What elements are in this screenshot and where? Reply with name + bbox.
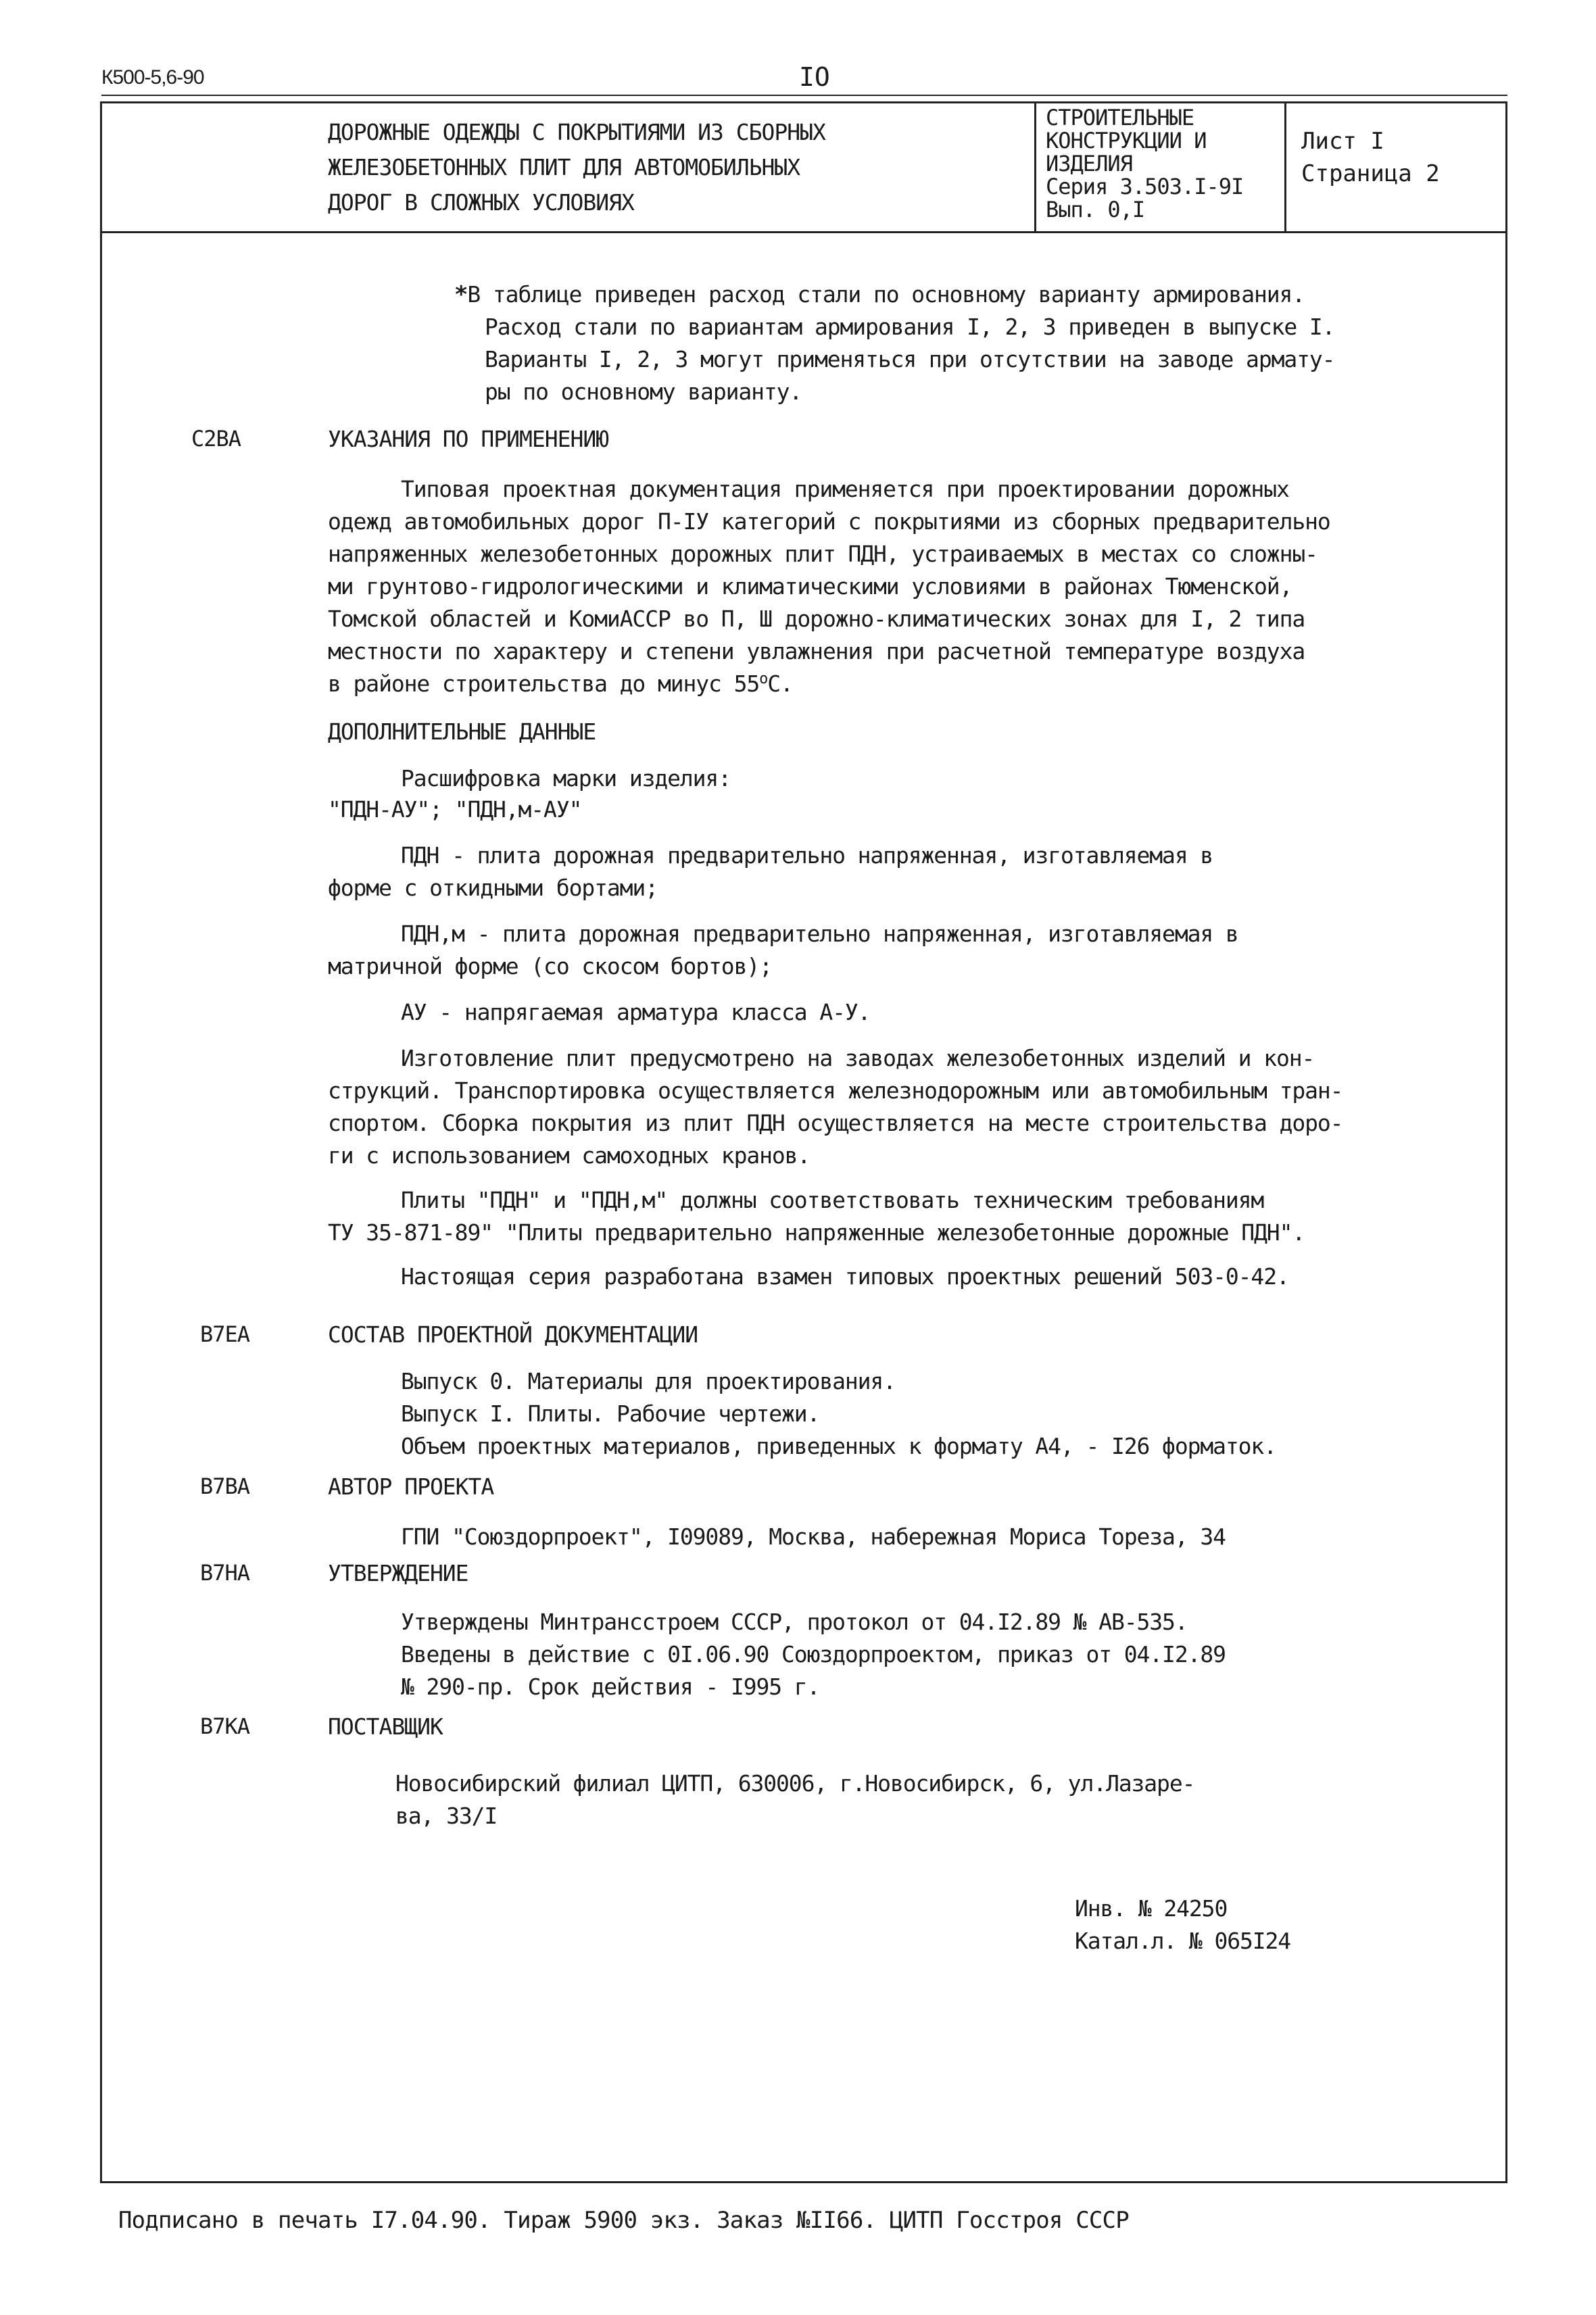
footnote-marker: * [454, 281, 468, 308]
section-code: В7ВА [200, 1473, 250, 1499]
inventory-number: Инв. № 24250 [1075, 1895, 1228, 1922]
inventory-block [1075, 1893, 1290, 1957]
text-line: ми грунтово-гидрологическими и климатическими условиями в районах Тюменской, [328, 573, 1292, 600]
sheet-info [1301, 125, 1440, 190]
top-rule [101, 95, 1507, 96]
print-footer: Подписано в печать I7.04.90. Тираж 5900 экз. Заказ №II66. ЦИТП Госстроя СССР [118, 2207, 1129, 2234]
text-line: в районе строительства до минус 55 [328, 671, 760, 697]
sheet-number: Лист I [1301, 128, 1384, 155]
text-line: ПДН - плита дорожная предварительно напряженная, изготавляемая в [401, 842, 1213, 869]
text-line: спортом. Сборка покрытия из плит ПДН осуществляется на месте строительства доро- [328, 1110, 1343, 1136]
section-title: УТВЕРЖДЕНИЕ [328, 1560, 468, 1586]
text-line: ТУ 35-871-89" "Плиты предварительно напряженные железобетонные дорожные ПДН". [328, 1219, 1305, 1246]
footnote-line: Расход стали по вариантам армирования I, 2, 3 приведен в выпуске I. [485, 314, 1335, 340]
text-line: Плиты "ПДН" и "ПДН,м" должны соответствовать техническим требованиям [401, 1187, 1264, 1213]
text-line: № 290-пр. Срок действия - I995 г. [401, 1674, 820, 1700]
text-line: Типовая проектная документация применяется при проектировании дорожных [401, 476, 1289, 502]
footnote-line: В таблице приведен расход стали по основному варианту армирования. [467, 281, 1305, 308]
text-line: Объем проектных материалов, приведенных к формату А4, - I26 форматок. [401, 1433, 1276, 1459]
footnote-line: ры по основному варианту. [485, 379, 802, 405]
page-label: Страница 2 [1301, 160, 1440, 187]
catalog-sheet-number: Катал.л. № 065I24 [1075, 1928, 1291, 1954]
replacement-note: Настоящая серия разработана взамен типовых проектных решений 503-0-42. [401, 1263, 1289, 1290]
pdnm-definition [328, 918, 1238, 983]
degree-sign: о [759, 671, 768, 687]
footnote [454, 278, 1334, 408]
document-code: К500-5,6-90 [101, 66, 204, 89]
text-line: ги с использованием самоходных кранов. [328, 1142, 811, 1169]
section-title: СОСТАВ ПРОЕКТНОЙ ДОКУМЕНТАЦИИ [328, 1321, 698, 1348]
text-line: Введены в действие с 0I.06.90 Союздорпроектом, приказ от 04.I2.89 [401, 1641, 1226, 1667]
text-line: Изготовление плит предусмотрено на заводах железобетонных изделий и кон- [401, 1045, 1315, 1071]
product-marks: "ПДН-АУ"; "ПДН,м-АУ" [328, 796, 582, 823]
text-line: одежд автомобильных дорог П-IУ категорий с покрытиями из сборных предварительно [328, 508, 1330, 535]
text-line: матричной форме (со скосом бортов); [328, 953, 772, 979]
text-line: Выпуск 0. Материалы для проектирования. [401, 1368, 896, 1394]
section-title: ПОСТАВЩИК [328, 1713, 443, 1740]
section-title: АВТОР ПРОЕКТА [328, 1473, 494, 1500]
text-line: местности по характеру и степени увлажнения при расчетной температуре воздуха [328, 638, 1305, 664]
section-code: С2ВА [191, 426, 241, 452]
text-line: форме с откидными бортами; [328, 875, 658, 901]
temperature-unit: С. [767, 671, 793, 697]
text-line: ПДН,м - плита дорожная предварительно напряженная, изготавляемая в [401, 921, 1238, 947]
section-code: В7ЕА [200, 1321, 250, 1347]
document-title [328, 115, 1017, 220]
section-title: УКАЗАНИЯ ПО ПРИМЕНЕНИЮ [328, 426, 609, 452]
author-line: ГПИ "Союздорпроект", I09089, Москва, набережная Мориса Тореза, 34 [401, 1524, 1226, 1550]
section-title: ДОПОЛНИТЕЛЬНЫЕ ДАННЫЕ [328, 718, 596, 745]
title-line: ДОРОГ В СЛОЖНЫХ УСЛОВИЯХ [328, 189, 634, 216]
page-number: IO [799, 62, 830, 92]
series-line: Серия 3.503.I-9I [1046, 174, 1244, 199]
text-line: Томской областей и КомиАССР во П, Ш дорожно-климатических зонах для I, 2 типа [328, 606, 1305, 632]
title-block-divider [1284, 101, 1286, 233]
text-line: ва, 33/I [395, 1803, 498, 1829]
usage-paragraph [328, 473, 1330, 700]
series-line: ИЗДЕЛИЯ [1046, 151, 1132, 176]
title-line: ДОРОЖНЫЕ ОДЕЖДЫ С ПОКРЫТИЯМИ ИЗ СБОРНЫХ [328, 119, 825, 145]
pdn-definition [328, 839, 1213, 904]
title-block-divider [1034, 101, 1036, 233]
decode-intro: Расшифровка марки изделия: [401, 765, 731, 791]
footnote-line: Варианты I, 2, 3 могут применяться при отсутствии на заводе армату- [485, 346, 1335, 372]
text-line: Новосибирский филиал ЦИТП, 630006, г.Новосибирск, 6, ул.Лазаре- [395, 1770, 1195, 1797]
text-line: Выпуск I. Плиты. Рабочие чертежи. [401, 1400, 820, 1427]
text-line: струкций. Транспортировка осуществляется железнодорожным или автомобильным тран- [328, 1077, 1343, 1104]
section-code: В7КА [200, 1713, 250, 1739]
au-definition: АУ - напрягаемая арматура класса А-У. [401, 999, 871, 1025]
title-line: ЖЕЛЕЗОБЕТОННЫХ ПЛИТ ДЛЯ АВТОМОБИЛЬНЫХ [328, 154, 800, 180]
series-line: КОНСТРУКЦИИ И [1046, 128, 1207, 153]
series-line: Вып. 0,I [1046, 197, 1145, 222]
text-line: напряженных железобетонных дорожных плит ПДН, устраиваемых в местах со сложны- [328, 541, 1317, 567]
approval-paragraph [401, 1606, 1226, 1703]
section-code: В7НА [200, 1560, 250, 1586]
composition-list [401, 1365, 1276, 1463]
text-line: Утверждены Минтрансстроем СССР, протокол от 04.I2.89 № АВ-535. [401, 1609, 1188, 1635]
series-line: СТРОИТЕЛЬНЫЕ [1046, 105, 1194, 130]
requirements-paragraph [328, 1184, 1305, 1249]
series-info [1046, 106, 1282, 221]
supplier-paragraph [395, 1768, 1194, 1832]
production-paragraph [328, 1042, 1343, 1172]
